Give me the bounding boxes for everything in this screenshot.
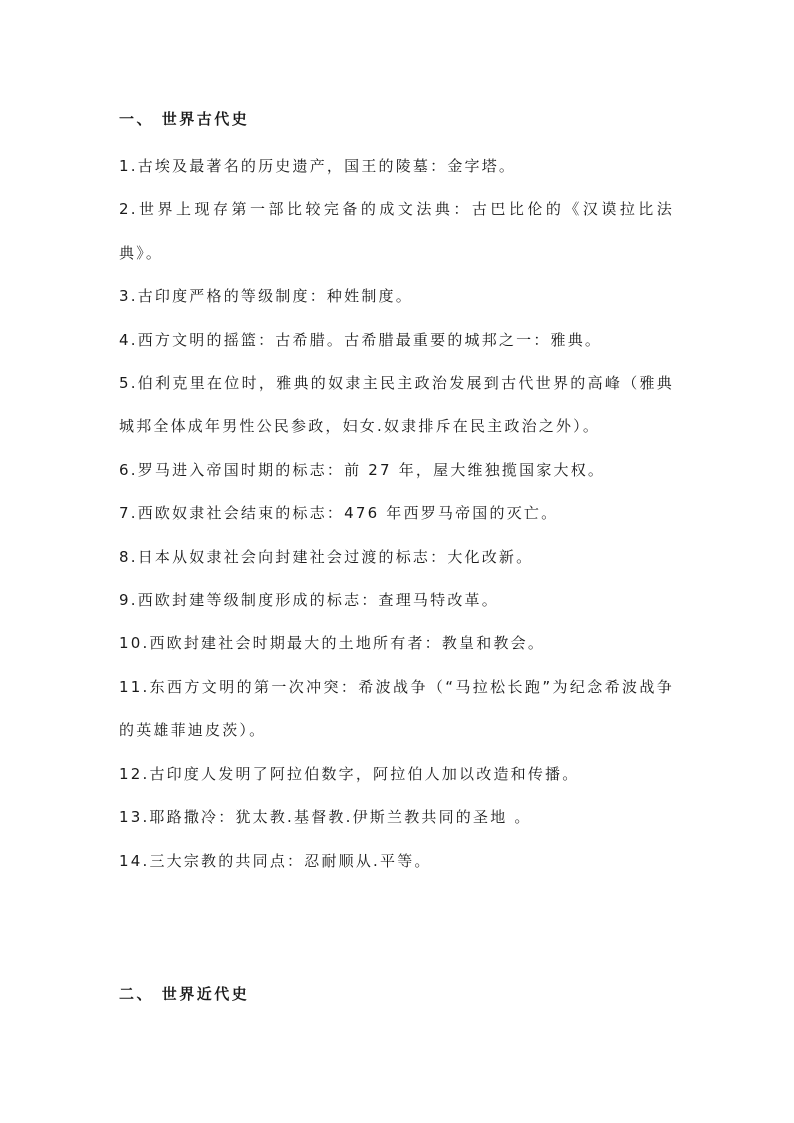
- section-body-ancient-history: [119, 145, 674, 883]
- list-item: 6.罗马进入帝国时期的标志：前 27 年，屋大维独揽国家大权。: [119, 460, 606, 479]
- list-item: 14.三大宗教的共同点：忍耐顺从.平等。: [119, 851, 432, 870]
- list-item: 4.西方文明的摇篮：古希腊。古希腊最重要的城邦之一：雅典。: [119, 330, 603, 349]
- section-heading-modern-history: 二、 世界近代史: [119, 985, 250, 1003]
- list-item: 3.古印度严格的等级制度：种姓制度。: [119, 287, 413, 306]
- list-item: 9.西欧封建等级制度形成的标志：查理马特改革。: [119, 591, 499, 610]
- list-item: 12.古印度人发明了阿拉伯数字，阿拉伯人加以改造和传播。: [119, 764, 580, 783]
- list-item: 13.耶路撒冷：犹太教.基督教.伊斯兰教共同的圣地 。: [119, 808, 532, 827]
- list-item: 11.东西方文明的第一次冲突：希波战争（“马拉松长跑”为纪念希波战争的英雄菲迪皮茨）。: [119, 677, 674, 740]
- list-item: 7.西欧奴隶社会结束的标志：476 年西罗马帝国的灭亡。: [119, 504, 559, 523]
- list-item: 8.日本从奴隶社会向封建社会过渡的标志：大化改新。: [119, 547, 534, 566]
- list-item: 1.古埃及最著名的历史遗产，国王的陵墓：金字塔。: [119, 157, 517, 175]
- list-item: 5.伯利克里在位时，雅典的奴隶主民主政治发展到古代世界的高峰（雅典城邦全体成年男性公民参政，妇女.奴隶排斥在民主政治之外）。: [119, 374, 674, 436]
- list-item: 10.西欧封建社会时期最大的土地所有者：教皇和教会。: [119, 634, 546, 653]
- list-item: 2.世界上现存第一部比较完备的成文法典：古巴比伦的《汉谟拉比法典》。: [119, 200, 674, 262]
- section-heading-ancient-history: 一、 世界古代史: [119, 110, 250, 128]
